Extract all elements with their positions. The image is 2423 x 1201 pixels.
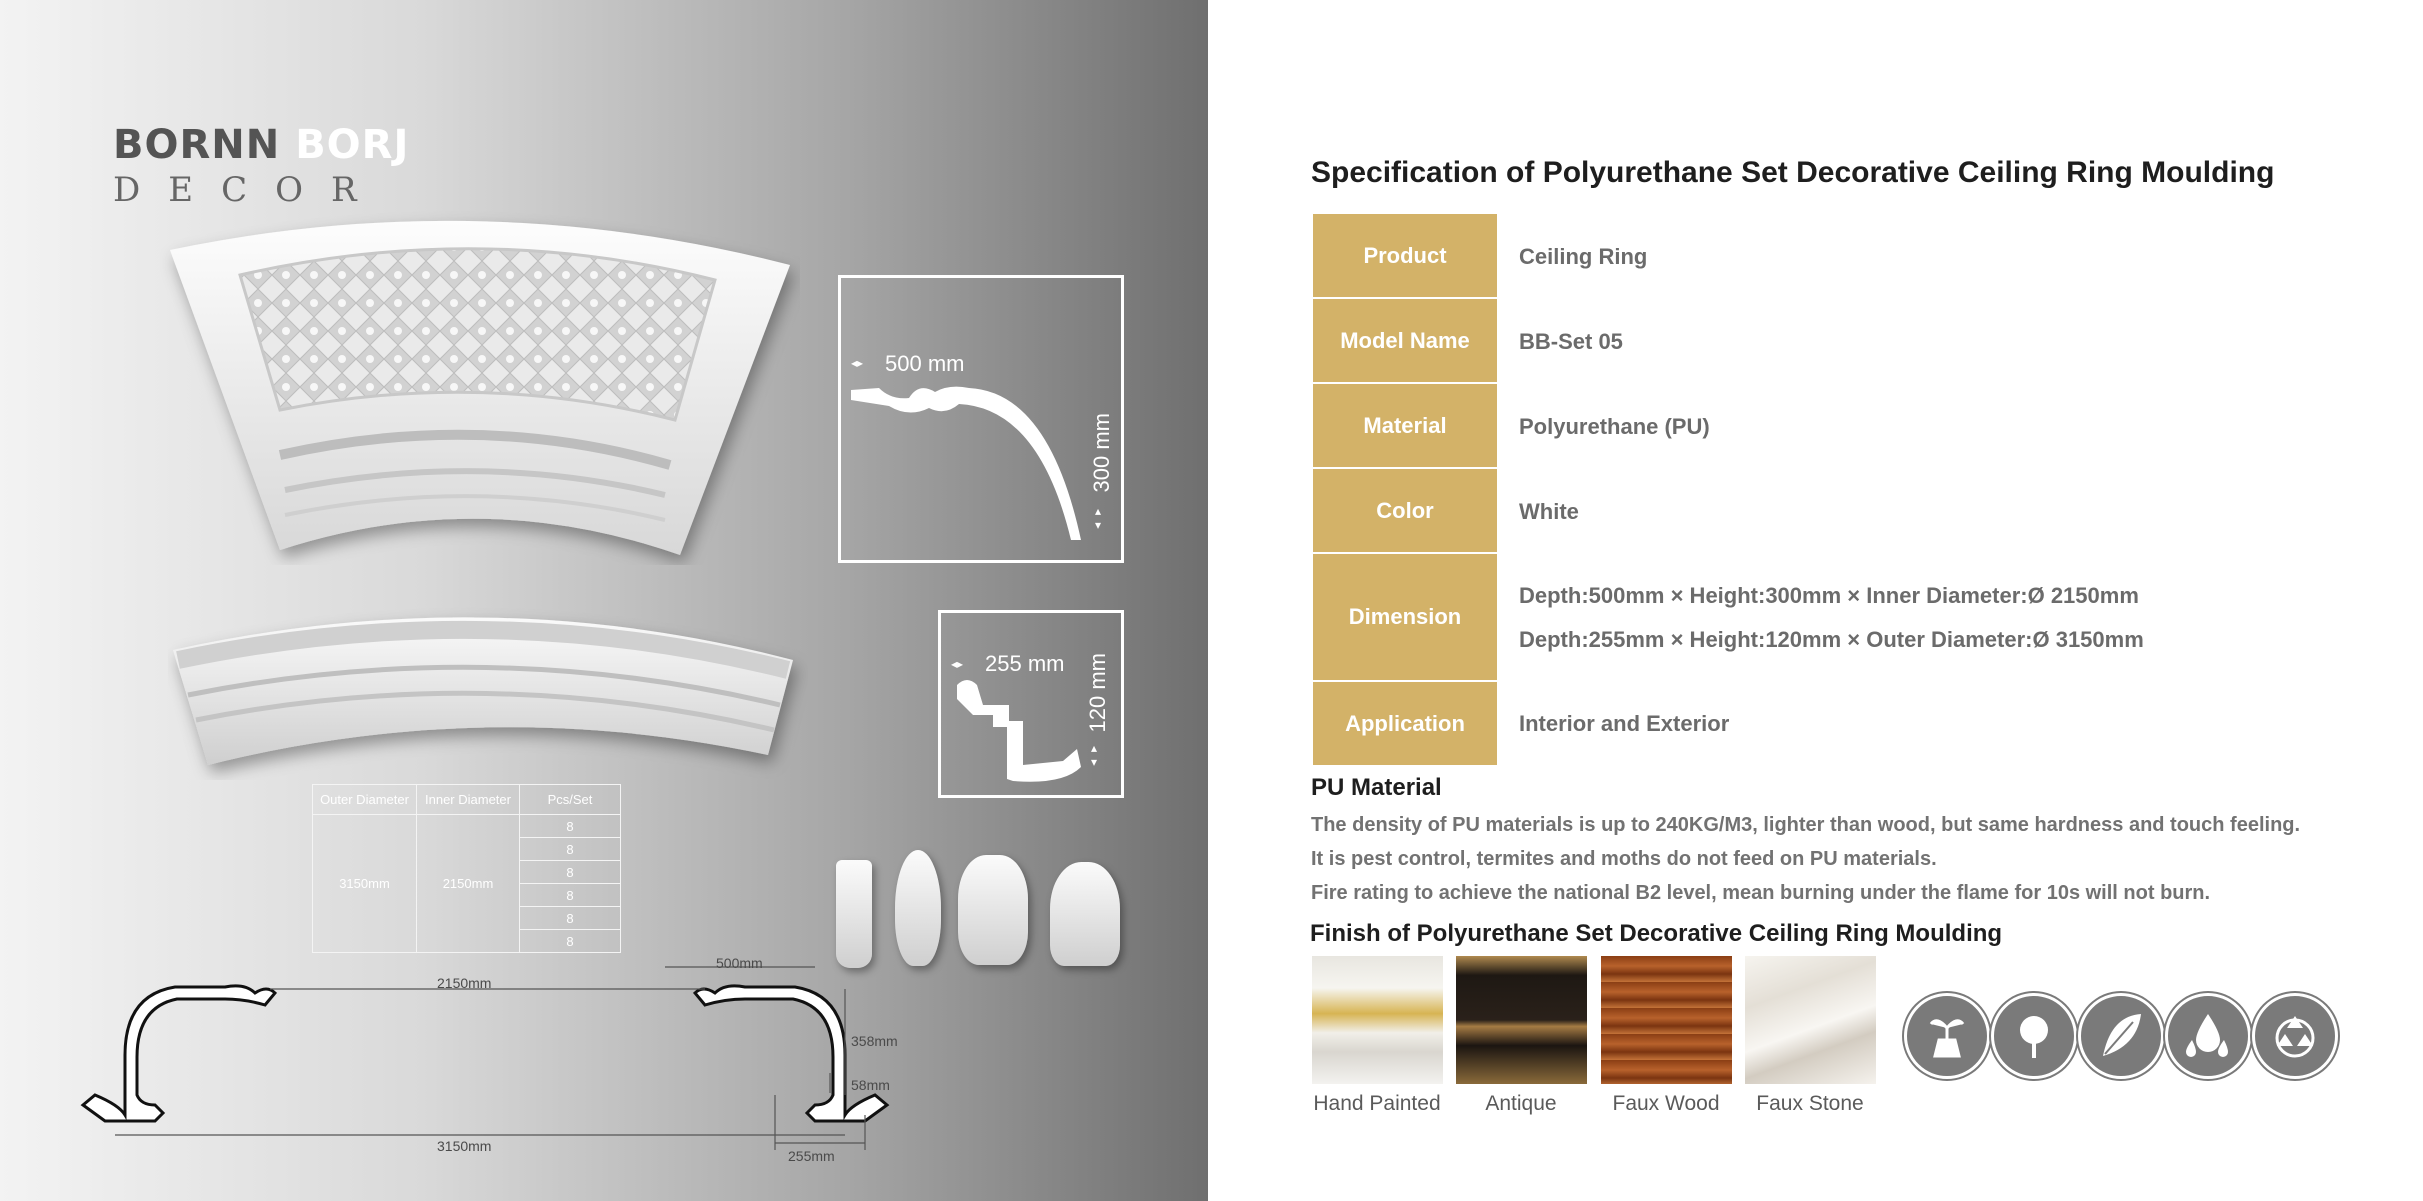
diagram-small-height: 58mm: [851, 1077, 890, 1093]
pcs-cell: 8: [520, 930, 621, 953]
spec-key: Color: [1313, 469, 1497, 554]
swatch-hand-painted: [1312, 956, 1443, 1084]
brand-logo: [113, 122, 409, 210]
inner-diameter-cell: 2150mm: [417, 815, 520, 953]
diagram-outer-diameter: 3150mm: [437, 1138, 492, 1154]
swatch-faux-stone: [1745, 956, 1876, 1084]
spec-value: Interior and Exterior: [1519, 710, 1730, 736]
ceiling-ring-segment-small: [168, 590, 808, 790]
swatch-label: Antique: [1485, 1092, 1557, 1115]
product-photo-panel: [0, 0, 1208, 1201]
profile-small-shape: [953, 675, 1093, 785]
profile-box-large: [838, 275, 1124, 563]
spec-value: Ceiling Ring: [1519, 243, 1648, 269]
table-header: Inner Diameter: [417, 785, 520, 815]
horizontal-arrows-icon: ◂▸: [951, 657, 964, 671]
pcs-cell: 8: [520, 838, 621, 861]
profile-small-height: 120 mm: [1085, 653, 1110, 733]
spec-value: White: [1519, 498, 1579, 524]
brand-name-part1: BORNN: [113, 122, 281, 168]
pu-material-heading: PU Material: [1311, 774, 1442, 801]
profile-small-depth: 255 mm: [985, 651, 1065, 676]
corbel-ornament: [836, 860, 872, 968]
formaldehyde-free-icon: [1904, 993, 1990, 1079]
table-header: Outer Diameter: [313, 785, 417, 815]
dimension-line: Depth:255mm × Height:120mm × Outer Diameter:Ø 3150mm: [1519, 627, 2144, 652]
spec-value: BB-Set 05: [1519, 328, 1623, 354]
spec-key: Dimension: [1313, 554, 1497, 682]
acanthus-ornament: [958, 855, 1028, 965]
horizontal-arrows-icon: ◂▸: [851, 356, 864, 370]
pcs-cell: 8: [520, 815, 621, 838]
diagram-small-depth: 255mm: [788, 1148, 835, 1164]
spec-row-material: [1313, 384, 2145, 469]
pu-material-line: Fire rating to achieve the national B2 level, mean burning under the flame for 10s will not burn.: [1311, 882, 2211, 904]
spec-value: Polyurethane (PU): [1519, 413, 1710, 439]
swatch-label: Faux Wood: [1612, 1092, 1720, 1115]
brand-name-part2: BORJ: [295, 122, 410, 168]
pcs-per-set-table: [312, 784, 621, 953]
diagram-height: 358mm: [851, 1033, 898, 1049]
moisture-resistant-icon: [2165, 993, 2251, 1079]
profile-box-small: [938, 610, 1124, 798]
page-title: Specification of Polyurethane Set Decorative Ceiling Ring Moulding: [1311, 156, 2275, 189]
pu-material-line: The density of PU materials is up to 240KG/M3, lighter than wood, but same hardness and touch feeling.: [1311, 814, 2301, 836]
cfc-free-icon: [1991, 993, 2077, 1079]
spec-row-model: [1313, 299, 2145, 384]
spec-row-application: [1313, 682, 2145, 765]
pcs-cell: 8: [520, 861, 621, 884]
spec-table: [1313, 214, 2145, 765]
finish-heading: Finish of Polyurethane Set Decorative Ceiling Ring Moulding: [1310, 920, 2003, 947]
swatch-label: Hand Painted: [1313, 1092, 1441, 1115]
spec-row-dimension: [1313, 554, 2145, 682]
dimension-line: Depth:500mm × Height:300mm × Inner Diameter:Ø 2150mm: [1519, 583, 2139, 608]
spec-value: [1497, 554, 2145, 682]
profile-large-depth: 500 mm: [885, 351, 965, 376]
brand-subtitle: DECOR: [113, 170, 385, 210]
leaf-ornament: [895, 850, 941, 966]
pcs-cell: 8: [520, 884, 621, 907]
spec-row-color: [1313, 469, 2145, 554]
profile-large-height: 300 mm: [1089, 413, 1114, 493]
swatch-label: Faux Stone: [1756, 1092, 1864, 1115]
ceiling-ring-segment-large: [160, 205, 800, 565]
biodegradable-icon: [2252, 993, 2338, 1079]
table-header: Pcs/Set: [520, 785, 621, 815]
vertical-arrows-icon: ▴▾: [1087, 741, 1101, 769]
hypoallergenic-icon: [2078, 993, 2164, 1079]
pcs-cell: 8: [520, 907, 621, 930]
swatch-faux-wood: [1601, 956, 1732, 1084]
pu-material-line: It is pest control, termites and moths do not feed on PU materials.: [1311, 848, 1937, 870]
spec-row-product: [1313, 214, 2145, 299]
swatch-antique: [1456, 956, 1587, 1084]
diagram-inner-diameter: 2150mm: [437, 975, 492, 991]
outer-diameter-cell: 3150mm: [313, 815, 417, 953]
vertical-arrows-icon: ▴▾: [1091, 504, 1105, 532]
spec-key: Material: [1313, 384, 1497, 469]
profile-large-shape: [849, 378, 1089, 548]
spec-key: Application: [1313, 682, 1497, 765]
spec-key: Model Name: [1313, 299, 1497, 384]
diagram-depth: 500mm: [716, 955, 763, 971]
acanthus-leaf-ornament: [1050, 862, 1120, 966]
spec-key: Product: [1313, 214, 1497, 299]
